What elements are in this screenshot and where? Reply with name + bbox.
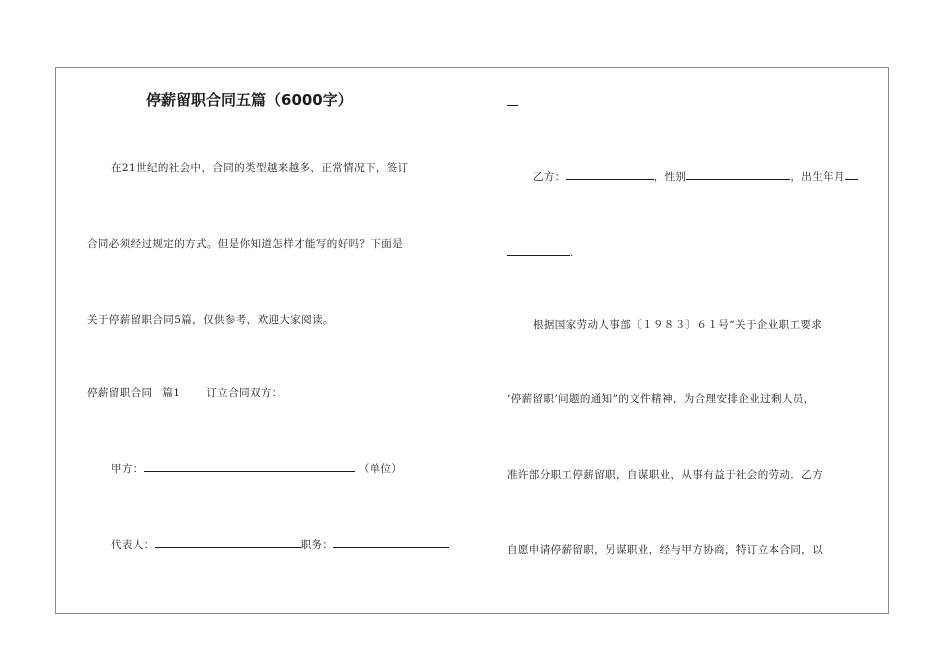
gender-label: ，性别 (653, 171, 687, 183)
representative-label: 代表人： (111, 539, 155, 551)
party-b-line (533, 168, 858, 184)
intro-line-2: 合同必须经过规定的方式。但是你知道怎样才能写的好吗？下面是 (87, 238, 404, 250)
birth-continuation-blank (507, 244, 570, 256)
continuation-mark (507, 105, 518, 106)
party-a-unit: （单位） (358, 463, 403, 475)
intro-line-1: 在21世纪的社会中，合同的类型越来越多，正常情况下，签订 (111, 162, 409, 174)
birth-blank (845, 168, 858, 180)
contract-heading-part: 篇1 (162, 387, 181, 399)
position-label: 职务： (300, 539, 334, 551)
gender-blank (686, 168, 790, 180)
birth-label: ，出生年月 (790, 171, 845, 183)
para-line-4: 自愿申请停薪留职，另谋职业，经与甲方协商，特订立本合同，以 (507, 544, 824, 556)
contract-heading (87, 386, 283, 400)
representative-line (111, 536, 449, 552)
contract-heading-label: 停薪留职合同 (87, 387, 153, 399)
position-blank (333, 536, 449, 548)
representative-blank (155, 536, 301, 548)
party-a-blank (144, 460, 355, 472)
party-a-label: 甲方： (111, 463, 144, 475)
party-a-line (111, 460, 402, 476)
document-page (55, 67, 889, 614)
para-line-3: 准许部分职工停薪留职，自谋职业，从事有益于社会的劳动．乙方 (507, 469, 824, 481)
party-b-label: 乙方： (533, 171, 566, 183)
document-title: 停薪留职合同五篇（6000字） (146, 91, 353, 109)
party-b-blank (566, 168, 654, 180)
para-line-1: 根据国家劳动人事部〔１９８３〕６１号“关于企业职工要求 (533, 319, 823, 331)
para-line-2: ‘停薪留职’问题的通知”的文件精神，为合理安排企业过剩人员， (507, 393, 815, 405)
intro-line-3: 关于停薪留职合同5篇，仅供参考，欢迎大家阅读。 (87, 314, 334, 326)
birth-continuation-line (507, 244, 574, 260)
contract-heading-tail: 订立合同双方： (206, 387, 283, 399)
birth-end: . (570, 247, 574, 259)
